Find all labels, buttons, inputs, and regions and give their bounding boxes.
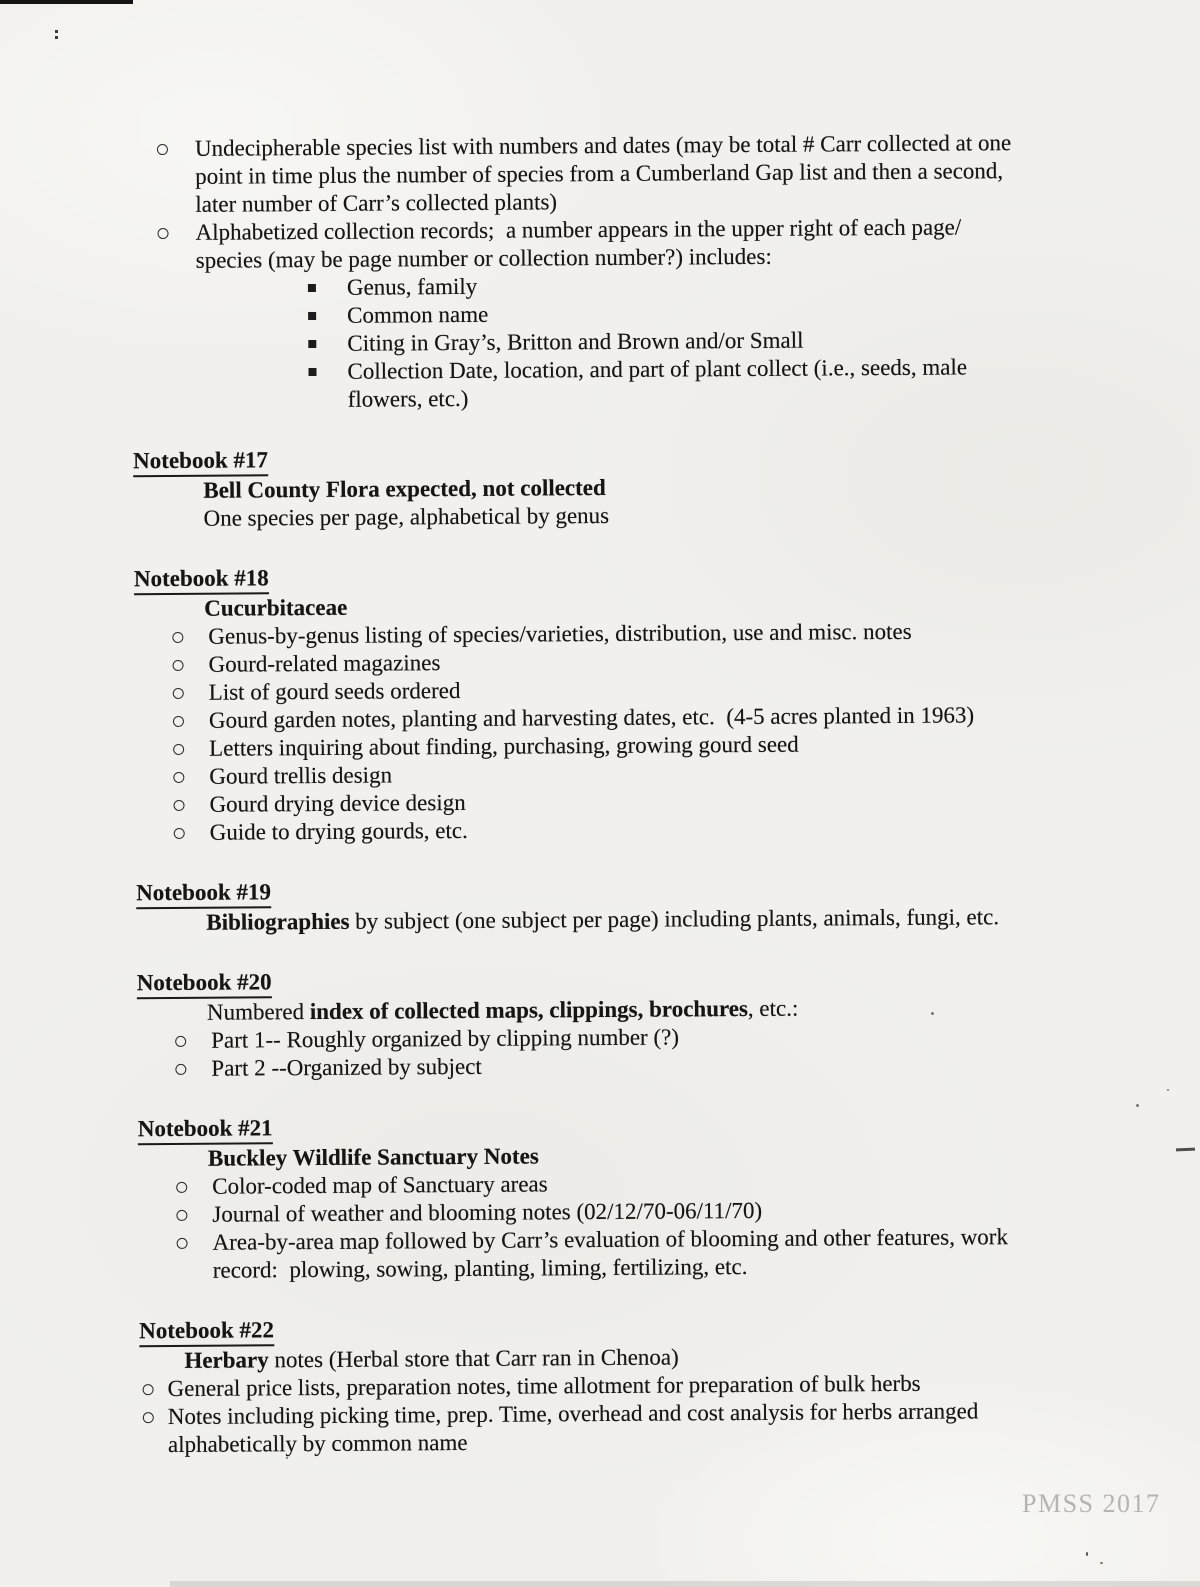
text-line: Part 2 --Organized by subject: [211, 1053, 482, 1081]
bullet-square-icon: [308, 340, 316, 348]
bullet-circle-icon: [176, 1210, 187, 1221]
bullet-text: [212, 1197, 762, 1229]
bullet-item: [175, 1048, 1200, 1083]
bullet-circle-icon: [173, 660, 184, 671]
bullet-circle-icon: [173, 800, 184, 811]
text-line: Part 1-- Roughly organized by clipping number (?): [211, 1024, 680, 1053]
bullet-text: [208, 618, 911, 651]
subtitle-pre: Numbered: [206, 999, 310, 1025]
bullet-text: [209, 761, 392, 790]
text-line: later number of Carr’s collected plants): [195, 189, 558, 217]
text-line: Undecipherable species list with numbers and dates (may be total # Carr collected at one: [194, 130, 1012, 161]
scan-artifact-speck: [1167, 1089, 1169, 1091]
bullet-circle-icon: [175, 1036, 186, 1047]
bullet-square-icon: [308, 368, 316, 376]
bullet-text: [212, 1223, 1008, 1285]
subtitle-bold: Bibliographies: [206, 908, 350, 935]
scan-artifact-bottom-edge: [170, 1581, 1200, 1587]
sub-bullet-text: [347, 353, 967, 413]
bullet-item: [143, 1396, 1200, 1459]
bullet-circle-icon: [143, 1384, 154, 1395]
text-line: Gourd-related magazines: [208, 650, 441, 677]
bullet-text: [209, 789, 465, 819]
bullet-text: [209, 731, 799, 763]
text-line: Common name: [347, 301, 489, 328]
section-notebook-19: [1, 872, 1200, 938]
bullet-text: [209, 701, 974, 734]
text-line: General price lists, preparation notes, time allotment for preparation of bulk herbs: [167, 1370, 921, 1402]
text-line: Genus-by-genus listing of species/varieties, distribution, use and misc. notes: [208, 618, 912, 649]
scan-artifact-speck: [1086, 1552, 1088, 1556]
bullet-text: [168, 1397, 979, 1459]
intro-bullet-item: [157, 212, 1196, 275]
text-line: Collection Date, location, and part of plant collect (i.e., seeds, male: [347, 354, 968, 384]
text-line: Guide to drying gourds, etc.: [209, 817, 468, 845]
section-heading-text: Notebook #19: [136, 878, 271, 909]
text-line: Alphabetized collection records; a number appears in the upper right of each page/: [195, 214, 962, 245]
section-notebook-17: [0, 440, 1199, 534]
text-line: flowers, etc.): [347, 385, 469, 412]
bullet-item: [174, 812, 1200, 847]
bullet-square-icon: [308, 312, 316, 320]
section-subtitle: [206, 902, 1200, 937]
subtitle-pre: One species per page, alphabetical by genus: [203, 502, 610, 531]
bullet-text: [210, 817, 468, 847]
text-line: Letters inquiring about finding, purchasing, growing gourd seed: [209, 731, 799, 761]
subtitle-bold: Herbary: [184, 1347, 269, 1373]
watermark-text: PMSS 2017: [1022, 1489, 1161, 1518]
intro-bullet-text: [195, 213, 961, 274]
text-line: Area-by-area map followed by Carr’s evaluation of blooming and other features, work: [212, 1224, 1009, 1255]
intro-sub-bullet-item: [308, 352, 1197, 414]
bullet-square-icon: [308, 284, 316, 292]
text-line: Citing in Gray’s, Britton and Brown and/or Small: [347, 327, 804, 356]
text-line: Genus, family: [346, 273, 478, 300]
sub-bullet-text: [347, 301, 488, 330]
section-notebook-22: [4, 1310, 1200, 1460]
bullet-text: [209, 677, 461, 707]
subtitle-bold: Buckley Wildlife Sanctuary Notes: [207, 1143, 539, 1171]
text-line: record: plowing, sowing, planting, liming, fertilizing, etc.: [212, 1253, 748, 1283]
text-line: Notes including picking time, prep. Time, overhead and cost analysis for herbs arranged: [167, 1398, 979, 1430]
scan-artifact-speck: [286, 1457, 288, 1459]
bullet-circle-icon: [143, 1412, 154, 1423]
bullet-circle-icon: [157, 228, 168, 239]
section-heading-text: Notebook #20: [137, 968, 272, 999]
text-line: Journal of weather and blooming notes (02/12/70-06/11/70): [212, 1197, 763, 1227]
sub-bullet-text: [347, 327, 803, 358]
bullet-circle-icon: [174, 828, 185, 839]
text-line: List of gourd seeds ordered: [208, 677, 461, 705]
sub-bullet-text: [347, 273, 478, 302]
bullet-circle-icon: [157, 144, 168, 155]
intro-bullet-text: [195, 129, 1012, 219]
subtitle-post: notes (Herbal store that Carr ran in Chenoa): [268, 1344, 679, 1373]
bullet-text: [212, 1170, 548, 1200]
bullet-circle-icon: [173, 716, 184, 727]
bullet-circle-icon: [177, 1238, 188, 1249]
subtitle-bold: Bell County Flora expected, not collected: [203, 474, 606, 503]
text-line: Gourd trellis design: [209, 762, 393, 789]
scan-artifact-speck: [931, 1012, 934, 1015]
section-heading-text: Notebook #22: [139, 1316, 274, 1347]
bullet-circle-icon: [173, 744, 184, 755]
section-notebook-21: [3, 1108, 1200, 1286]
section-subtitle: [203, 498, 1198, 533]
text-line: Gourd garden notes, planting and harvesting dates, etc. (4-5 acres planted in 1963): [208, 702, 975, 733]
section-notebook-20: [2, 962, 1200, 1084]
section-heading-text: Notebook #21: [138, 1114, 273, 1145]
section-heading-text: Notebook #17: [133, 446, 268, 477]
text-line: Gourd drying device design: [209, 789, 466, 817]
bullet-circle-icon: [176, 1182, 187, 1193]
section-notebook-18: [0, 558, 1200, 848]
bullet-circle-icon: [172, 632, 183, 643]
text-line: alphabetically by common name: [167, 1429, 468, 1458]
text-line: point in time plus the number of species from a Cumberland Gap list and then a second,: [195, 158, 1004, 189]
text-line: Color-coded map of Sanctuary areas: [212, 1171, 548, 1199]
bullet-circle-icon: [175, 1064, 186, 1075]
subtitle-bold: index of collected maps, clippings, brochures: [309, 995, 748, 1025]
bullet-circle-icon: [173, 772, 184, 783]
scan-artifact-speck: [1100, 1562, 1103, 1564]
bullet-circle-icon: [173, 688, 184, 699]
bullet-text: [211, 1053, 482, 1083]
subtitle-post: , etc.:: [747, 995, 799, 1021]
bullet-text: [208, 649, 440, 679]
intro-bullet-item: [157, 128, 1197, 219]
subtitle-bold: Cucurbitaceae: [204, 594, 348, 621]
text-line: species (may be page number or collection number?) includes:: [195, 243, 772, 273]
bullet-item: [176, 1222, 1200, 1285]
section-heading-text: Notebook #18: [134, 564, 269, 595]
bullet-text: [211, 1023, 679, 1054]
scan-artifact-speck: [1136, 1104, 1139, 1107]
subtitle-post: by subject (one subject per page) including plants, animals, fungi, etc.: [349, 904, 1000, 934]
